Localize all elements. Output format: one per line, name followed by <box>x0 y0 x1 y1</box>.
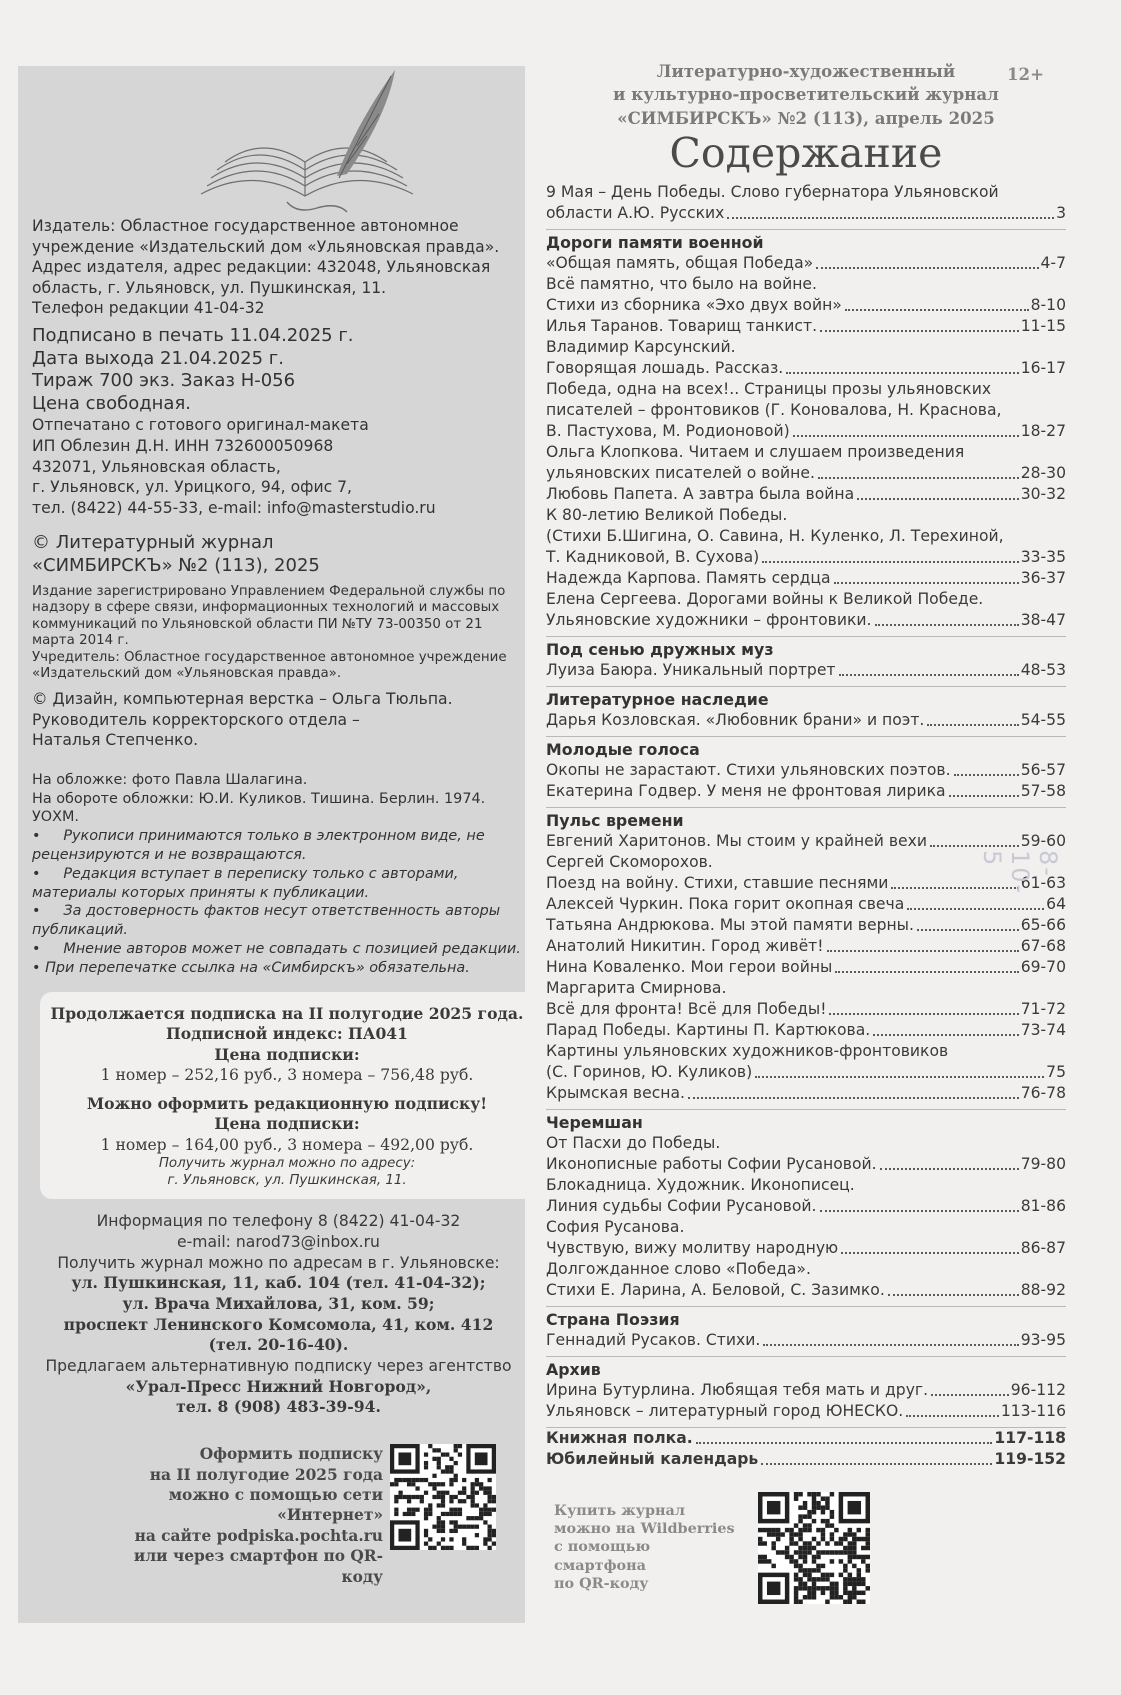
header-line-3: «СИМБИРСКЪ» №2 (113), апрель 2025 <box>617 107 995 128</box>
dot-leader <box>761 1463 992 1465</box>
toc-entry-title: Геннадий Русаков. Стихи. <box>546 1331 761 1350</box>
alt-subscription-2: «Урал-Пресс Нижний Новгород», <box>125 1376 432 1396</box>
dot-leader <box>906 1415 999 1417</box>
toc-page-number: 48-53 <box>1020 661 1066 680</box>
wildberries-block <box>546 1492 906 1612</box>
toc-page-number: 3 <box>1056 204 1066 223</box>
toc-line: 9 Мая – День Победы. Слово губернатора Ульяновской <box>546 183 999 202</box>
online-subscription <box>32 1444 525 1586</box>
toc-entry[interactable] <box>546 1062 1066 1083</box>
design-credit: © Дизайн, компьютерная верстка – Ольга Тюльпа. <box>32 690 453 709</box>
dot-leader <box>727 217 1054 219</box>
alt-subscription-1: Предлагаем альтернативную подписку через агентство <box>45 1357 512 1376</box>
toc-page-number: 81-86 <box>1020 1197 1066 1216</box>
toc-entry-title: Линия судьбы Софии Русановой. <box>546 1197 817 1216</box>
toc-entry-title: «Общая память, общая Победа» <box>546 254 814 273</box>
founder-text: Учредитель: Областное государственное автономное учреждение «Издательский дом «Ульяновская правда». <box>32 649 507 682</box>
toc-page-number: 38-47 <box>1020 611 1066 630</box>
toc-entry[interactable] <box>546 203 1066 224</box>
toc-entry[interactable] <box>546 1449 1066 1470</box>
contacts-block <box>32 1211 525 1418</box>
printer-line-5: тел. (8422) 44-55-33, e-mail: info@masterstudio.ru <box>32 498 436 517</box>
printer-line-2: ИП Облезин Д.Н. ИНН 732600050968 <box>32 436 334 455</box>
price-text: Цена свободная. <box>32 392 191 414</box>
toc-page-number: 4-7 <box>1040 254 1066 273</box>
signed-date: Подписано в печать 11.04.2025 г. <box>32 324 354 346</box>
toc-entry[interactable] <box>546 1154 1066 1175</box>
qr-code-icon[interactable] <box>390 1444 496 1550</box>
toc-line: Блокадница. Художник. Иконописец. <box>546 1176 855 1195</box>
toc-entry[interactable] <box>546 1428 1066 1449</box>
dot-leader <box>835 971 1018 973</box>
toc-entry-title: Стихи из сборника «Эхо двух войн» <box>546 296 842 315</box>
toc-entry[interactable] <box>546 710 1066 731</box>
age-rating-badge: 12+ <box>1007 64 1044 84</box>
address-line: проспект Ленинского Комсомола, 41, ком. 412 <box>63 1314 494 1334</box>
address-line: ул. Врача Михайлова, 31, ком. 59; <box>122 1293 435 1313</box>
dot-leader <box>829 1013 1018 1015</box>
imprint-column <box>18 66 525 1623</box>
toc-section-title: Пульс времени <box>546 807 1066 831</box>
toc-entry-title: Чувствую, вижу молитву народную <box>546 1239 839 1258</box>
toc-section-title: Молодые голоса <box>546 736 1066 760</box>
toc-section-title: Под сенью дружных муз <box>546 636 1066 660</box>
wildberries-text: Купить журнал можно на Wildberries с помощью смартфона по QR-коду <box>554 1502 735 1592</box>
address-text: Адрес издателя, адрес редакции: 432048, Ульяновская область, г. Ульяновск, ул. Пушкинская, 11. <box>32 258 491 297</box>
dot-leader <box>818 477 1019 479</box>
toc-entry-title: Дарья Козловская. «Любовник брани» и поэт. <box>546 711 925 730</box>
toc-page-number: 96-112 <box>1010 1381 1066 1400</box>
toc-page-number: 69-70 <box>1020 958 1066 977</box>
toc-entry[interactable] <box>546 957 1066 978</box>
toc-entry[interactable] <box>546 781 1066 802</box>
toc-entry-title: ульяновских писателей о войне. <box>546 464 815 483</box>
toc-entry-title: Екатерина Годвер. У меня не фронтовая лирика <box>546 782 946 801</box>
page-title: Содержание <box>669 129 943 178</box>
toc-entry-title: Любовь Папета. А завтра была война <box>546 485 855 504</box>
toc-entry[interactable] <box>546 1238 1066 1259</box>
dot-leader <box>841 1252 1019 1254</box>
toc-page-number: 65-66 <box>1020 916 1066 935</box>
toc-page-number: 30-32 <box>1020 485 1066 504</box>
toc-entry[interactable] <box>546 1380 1066 1401</box>
toc-entry-title: Окопы не зарастают. Стихи ульяновских поэтов. <box>546 761 951 780</box>
handwritten-stamp: 8-10-5 <box>978 850 1062 896</box>
toc-page-number: 28-30 <box>1020 464 1066 483</box>
toc-entry-title: Анатолий Никитин. Город живёт! <box>546 937 824 956</box>
dot-leader <box>927 724 1018 726</box>
toc-line: (Стихи Б.Шигина, О. Савина, Н. Куленко, Л. Терехиной, <box>546 527 1004 546</box>
dot-leader <box>880 1168 1019 1170</box>
book-quill-logo <box>32 66 525 216</box>
toc-entry-title: Нина Коваленко. Мои герои войны <box>546 958 833 977</box>
dot-leader <box>786 372 1018 374</box>
pickup-line-1: Получить журнал можно по адресу: <box>158 1156 416 1172</box>
toc-page-number: 79-80 <box>1020 1155 1066 1174</box>
toc-entry[interactable] <box>546 936 1066 957</box>
toc-line: Сергей Скоморохов. <box>546 853 713 872</box>
toc-page-number: 67-68 <box>1020 937 1066 956</box>
toc-page-number: 11-15 <box>1020 317 1066 336</box>
print-run: Тираж 700 экз. Заказ Н-056 <box>32 370 296 392</box>
toc-page-number: 117-118 <box>994 1429 1066 1448</box>
info-phone: Информация по телефону 8 (8422) 41-04-32 <box>96 1212 461 1231</box>
pickup-line-2: г. Ульяновск, ул. Пушкинская, 11. <box>167 1173 407 1189</box>
dot-leader <box>820 330 1019 332</box>
toc-page-number: 59-60 <box>1020 832 1066 851</box>
toc-entry[interactable] <box>546 1401 1066 1422</box>
toc-page-number: 88-92 <box>1020 1281 1066 1300</box>
toc-entry[interactable] <box>546 610 1066 631</box>
toc-entry[interactable] <box>546 316 1066 337</box>
toc-page-number: 61-63 <box>1020 874 1066 893</box>
toc-entry-title: Ульяновские художники – фронтовики. <box>546 611 872 630</box>
toc-page-number: 36-37 <box>1020 569 1066 588</box>
note-item: • Мнение авторов может не совпадать с позицией редакции. <box>32 941 521 958</box>
dot-leader <box>688 1097 1019 1099</box>
toc-entry-title: Евгений Харитонов. Мы стоим у крайней вехи <box>546 832 927 851</box>
alt-subscription-3: тел. 8 (908) 483-39-94. <box>176 1397 381 1417</box>
toc-entry[interactable] <box>546 253 1066 274</box>
printer-line-4: г. Ульяновск, ул. Урицкого, 94, офис 7, <box>32 478 353 497</box>
toc-line: Владимир Карсунский. <box>546 338 736 357</box>
header-line-2: и культурно-просветительский журнал <box>613 84 999 105</box>
release-date: Дата выхода 21.04.2025 г. <box>32 347 284 369</box>
dot-leader <box>949 795 1019 797</box>
toc-line: Всё памятно, что было на войне. <box>546 275 817 294</box>
toc-entry-title: Иконописные работы Софии Русановой. <box>546 1155 877 1174</box>
toc-entry[interactable] <box>546 1280 1066 1301</box>
toc-page-number: 33-35 <box>1020 548 1066 567</box>
address-line: (тел. 20-16-40). <box>208 1335 349 1355</box>
toc-page-number: 71-72 <box>1020 1000 1066 1019</box>
dot-leader <box>696 1442 993 1444</box>
toc-line: Ольга Клопкова. Читаем и слушаем произведения <box>546 443 965 462</box>
toc-entry[interactable] <box>546 463 1066 484</box>
toc-page-number: 119-152 <box>994 1450 1066 1469</box>
printer-line-3: 432071, Ульяновская область, <box>32 457 281 476</box>
publisher-text: Издатель: Областное государственное автономное учреждение «Издательский дом «Ульяновская правда». <box>32 217 500 256</box>
toc-entry[interactable] <box>546 295 1066 316</box>
email-text: e-mail: narod73@inbox.ru <box>177 1232 380 1251</box>
toc-entry[interactable] <box>546 484 1066 505</box>
addresses-title: Получить журнал можно по адресам в г. Ульяновске: <box>57 1253 500 1272</box>
toc-entry-title: области А.Ю. Русских <box>546 204 725 223</box>
toc-section-title: Дороги памяти военной <box>546 229 1066 253</box>
proof-line-2: Наталья Степченко. <box>32 731 199 750</box>
toc-entry[interactable] <box>546 915 1066 936</box>
toc-line: К 80-летию Великой Победы. <box>546 506 788 525</box>
note-item: • Рукописи принимаются только в электронном виде, не рецензируются и не возвращаются. <box>32 828 485 864</box>
price-line: 1 номер – 164,00 руб., 3 номера – 492,00 руб. <box>100 1135 474 1154</box>
dot-leader <box>793 435 1019 437</box>
toc-page-number: 93-95 <box>1020 1331 1066 1350</box>
subscription-index: Подписной индекс: ПА041 <box>165 1024 408 1044</box>
cover-credit-2: На обороте обложки: Ю.И. Куликов. Тишина. Берлин. 1974. УОХМ. <box>32 790 486 826</box>
toc-entry-title: Говорящая лошадь. Рассказ. <box>546 359 784 378</box>
price-line: 1 номер – 252,16 руб., 3 номера – 756,48 руб. <box>100 1066 474 1085</box>
toc-line: Долгожданное слово «Победа». <box>546 1260 811 1279</box>
toc-entry-title: Илья Таранов. Товарищ танкист. <box>546 317 818 336</box>
dot-leader <box>816 267 1038 269</box>
toc-entry[interactable] <box>546 1020 1066 1041</box>
toc-page-number: 73-74 <box>1020 1021 1066 1040</box>
dot-leader <box>873 1034 1018 1036</box>
dot-leader <box>755 1076 1044 1078</box>
toc-page-number: 86-87 <box>1020 1239 1066 1258</box>
dot-leader <box>931 1394 1009 1396</box>
dot-leader <box>930 845 1019 847</box>
dot-leader <box>875 624 1019 626</box>
note-item: • При перепечатке ссылка на «Симбирскъ» обязательна. <box>32 959 470 976</box>
copyright-text: © Литературный журнал «СИМБИРСКЪ» №2 (113), 2025 <box>32 532 320 576</box>
dot-leader <box>820 1210 1019 1212</box>
toc-entry-title: Юбилейный календарь <box>546 1450 759 1469</box>
toc-line: писателей – фронтовиков (Г. Коновалова, Н. Краснова, <box>546 401 1002 420</box>
toc-entry-title: Всё для фронта! Всё для Победы! <box>546 1000 827 1019</box>
toc-entry[interactable] <box>546 547 1066 568</box>
toc-entry-title: Поезд на войну. Стихи, ставшие песнями <box>546 874 889 893</box>
contents-column <box>546 60 1066 1470</box>
dot-leader <box>857 498 1019 500</box>
journal-header <box>546 60 1066 130</box>
toc-page-number: 54-55 <box>1020 711 1066 730</box>
toc-section-title: Страна Поэзия <box>546 1306 1066 1330</box>
address-line: ул. Пушкинская, 11, каб. 104 (тел. 41-04-32); <box>71 1273 486 1293</box>
dot-leader <box>954 774 1019 776</box>
toc-entry[interactable] <box>546 358 1066 379</box>
toc-entry-title: В. Пастухова, М. Родионовой) <box>546 422 790 441</box>
toc-section-title: Черемшан <box>546 1109 1066 1133</box>
dot-leader <box>763 1344 1018 1346</box>
toc-line: София Русанова. <box>546 1218 685 1237</box>
toc-entry[interactable] <box>546 1083 1066 1104</box>
printer-line-1: Отпечатано с готового оригинал-макета <box>32 416 369 435</box>
phone-text: Телефон редакции 41-04-32 <box>32 299 265 318</box>
dot-leader <box>839 674 1019 676</box>
note-item: • Редакция вступает в переписку только с авторами, материалы которых приняты к публикации. <box>32 865 459 901</box>
toc-entry-title: Татьяна Андрюкова. Мы этой памяти верны. <box>546 916 914 935</box>
toc-entry-title: Стихи Е. Ларина, А. Беловой, С. Зазимко. <box>546 1281 885 1300</box>
toc-entry-title: Луиза Баюра. Уникальный портрет <box>546 661 836 680</box>
toc-entry[interactable] <box>546 760 1066 781</box>
toc-line: Маргарита Смирнова. <box>546 979 727 998</box>
price-title: Цена подписки: <box>214 1044 360 1064</box>
registration-text: Издание зарегистрировано Управлением Федеральной службы по надзору в сфере связи, информационных технологий и массовых коммуникаций по Ульяновской области ПИ №ТУ 73-00350 от 21 марта 2014 г. <box>32 583 506 649</box>
proof-line-1: Руководитель корректорского отдела – <box>32 710 360 729</box>
toc-entry[interactable] <box>546 660 1066 681</box>
table-of-contents <box>546 182 1066 1470</box>
toc-page-number: 75 <box>1046 1063 1066 1082</box>
note-item: • За достоверность фактов несут ответственность авторы публикаций. <box>32 903 501 939</box>
dot-leader <box>917 929 1019 931</box>
toc-page-number: 8-10 <box>1030 296 1066 315</box>
subscription-box <box>40 992 525 1200</box>
header-line-1: Литературно-художественный <box>656 61 956 81</box>
price-title: Цена подписки: <box>214 1114 360 1134</box>
toc-page-number: 64 <box>1046 895 1066 914</box>
toc-section-title: Архив <box>546 1356 1066 1380</box>
editorial-subscription: Можно оформить редакционную подписку! <box>86 1093 488 1113</box>
toc-entry-title: Т. Кадниковой, В. Сухова) <box>546 548 760 567</box>
cover-credit-1: На обложке: фото Павла Шалагина. <box>32 771 308 788</box>
toc-entry[interactable] <box>546 1330 1066 1351</box>
subscription-headline: Продолжается подписка на II полугодие 2025 года. <box>50 1003 524 1023</box>
imprint-block <box>32 216 525 978</box>
toc-entry[interactable] <box>546 568 1066 589</box>
toc-line: Победа, одна на всех!.. Страницы прозы ульяновских <box>546 380 992 399</box>
online-subscription-text: Оформить подписку на II полугодие 2025 года можно с помощью сети «Интернет» на сайте podpiska.pochta.ru или через смартфон по QR-коду <box>133 1445 383 1586</box>
dot-leader <box>834 582 1019 584</box>
toc-page-number: 16-17 <box>1020 359 1066 378</box>
toc-entry-title: Парад Победы. Картины П. Картюкова. <box>546 1021 871 1040</box>
toc-entry[interactable] <box>546 1196 1066 1217</box>
toc-entry-title: Книжная полка. <box>546 1429 693 1448</box>
qr-code-icon[interactable] <box>758 1492 870 1604</box>
toc-entry-title: Ирина Бутурлина. Любящая тебя мать и друг. <box>546 1381 929 1400</box>
book-quill-icon <box>187 66 427 216</box>
toc-entry[interactable] <box>546 999 1066 1020</box>
dot-leader <box>762 561 1018 563</box>
toc-page-number: 56-57 <box>1020 761 1066 780</box>
toc-page-number: 113-116 <box>1000 1402 1066 1421</box>
toc-entry-title: Крымская весна. <box>546 1084 685 1103</box>
toc-page-number: 76-78 <box>1020 1084 1066 1103</box>
dot-leader <box>827 950 1019 952</box>
toc-entry-title: (С. Горинов, Ю. Куликов) <box>546 1063 753 1082</box>
toc-entry-title: Ульяновск – литературный город ЮНЕСКО. <box>546 1402 904 1421</box>
toc-entry[interactable] <box>546 421 1066 442</box>
toc-line: От Пасхи до Победы. <box>546 1134 721 1153</box>
toc-section-title: Литературное наследие <box>546 686 1066 710</box>
toc-line: Елена Сергеева. Дорогами войны к Великой Победе. <box>546 590 984 609</box>
dot-leader <box>845 309 1029 311</box>
toc-page-number: 18-27 <box>1020 422 1066 441</box>
toc-entry-title: Надежда Карпова. Память сердца <box>546 569 831 588</box>
toc-page-number: 57-58 <box>1020 782 1066 801</box>
toc-line: Картины ульяновских художников-фронтовиков <box>546 1042 949 1061</box>
toc-entry-title: Алексей Чуркин. Пока горит окопная свеча <box>546 895 905 914</box>
dot-leader <box>888 1294 1019 1296</box>
